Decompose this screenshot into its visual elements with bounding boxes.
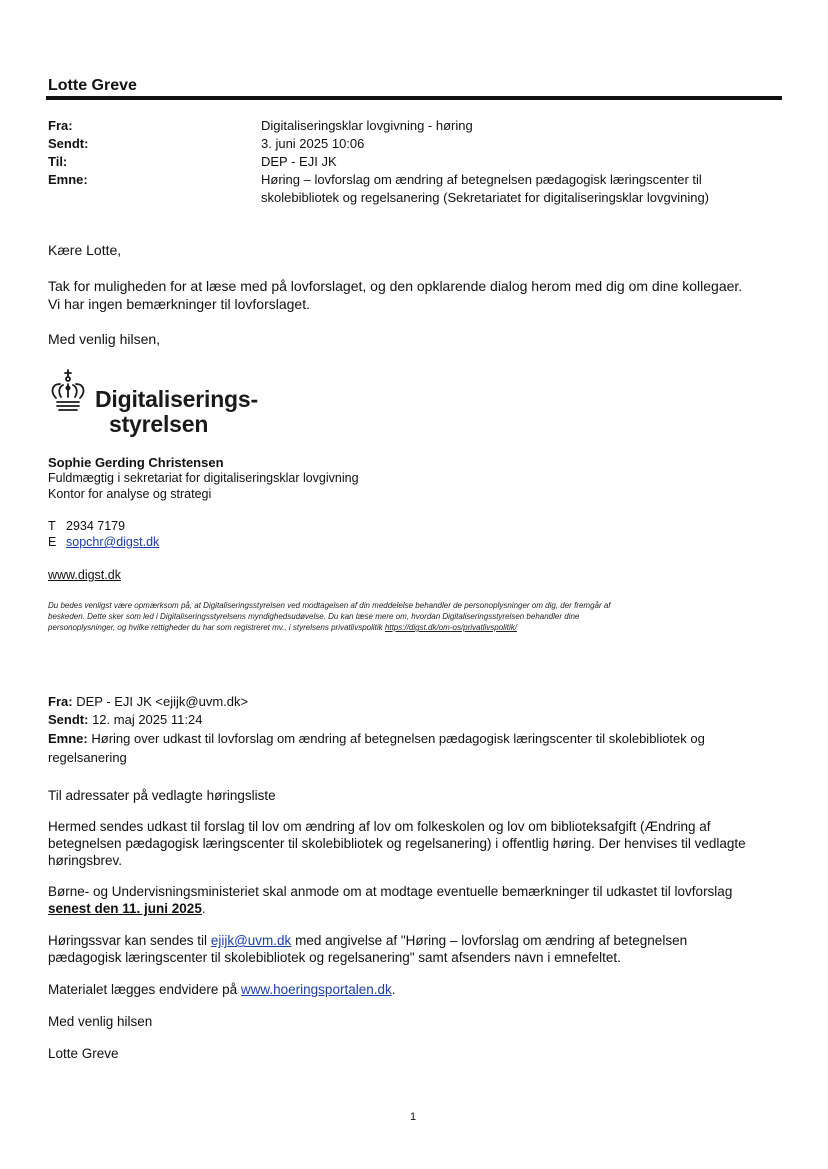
fwd-sender: Lotte Greve <box>48 1046 119 1061</box>
from-value: Digitaliseringsklar lovgivning - høring <box>261 118 473 133</box>
privacy-notice-line1: Du bedes venligst være opmærksom på, at Digitaliseringsstyrelsen ved modtagelsen af din meddelelse behandler de personoplysninger om dig, der fremgår af <box>48 601 611 610</box>
fwd-p3-suffix: med angivelse af "Høring – lovforslag om ændring af betegnelsen <box>295 933 688 948</box>
fwd-from-row <box>48 694 248 709</box>
privacy-policy-link[interactable]: https://digst.dk/om-os/privatlivspolitik/ <box>384 623 517 632</box>
sent-label: Sendt: <box>48 136 89 151</box>
crown-logo-icon <box>48 366 92 414</box>
header-divider <box>46 96 782 100</box>
fwd-p1-line2: betegnelsen pædagogisk læringscenter til skolebibliotek og regelsanering) i offentlig høring. Der henvises til vedlagte <box>48 836 746 851</box>
fwd-p4 <box>48 981 396 998</box>
reply-closing: Med venlig hilsen, <box>48 331 161 347</box>
website-link[interactable]: www.digst.dk <box>48 568 121 582</box>
subject-value-line2: skolebibliotek og regelsanering (Sekretariatet for digitaliseringsklar lovgvining) <box>261 190 710 205</box>
fwd-p1-line3: høringsbrev. <box>48 853 123 868</box>
reply-greeting: Kære Lotte, <box>48 242 122 258</box>
subject-value-line1: Høring – lovforslag om ændring af betegnelsen pædagogisk læringscenter til <box>261 172 702 187</box>
fwd-p3-line2: pædagogisk læringscenter til skolebibliotek og regelsanering" samt afsenders navn i emnefeltet. <box>48 950 621 965</box>
fwd-subject-line2: regelsanering <box>48 750 127 765</box>
fwd-subject-row <box>48 731 705 746</box>
fwd-subject-line1: Høring over udkast til lovforslag om ændring af betegnelsen pædagogisk læringscenter til skolebibliotek og <box>91 731 705 746</box>
fwd-p2-line1: Børne- og Undervisningsministeriet skal anmode om at modtage eventuelle bemærkninger til udkastet til lovforslag <box>48 884 733 899</box>
signature-office: Kontor for analyse og strategi <box>48 487 212 501</box>
to-label: Til: <box>48 154 68 169</box>
fwd-subject-label: Emne: <box>48 731 88 746</box>
privacy-notice-line2: beskeden. Dette sker som led i Digitaliseringsstyrelsens myndighedsudøvelse. Du kan læse mere om, hvordan Digitaliseringsstyrelsen behandler dine <box>48 612 580 621</box>
email-owner-name: Lotte Greve <box>48 77 137 94</box>
hoeringsportalen-link[interactable]: www.hoeringsportalen.dk <box>240 982 392 997</box>
reply-paragraph-line2: Vi har ingen bemærkninger til lovforslaget. <box>48 296 310 312</box>
fwd-p4-prefix: Materialet lægges endvidere på <box>48 982 238 997</box>
fwd-p3-prefix: Høringssvar kan sendes til <box>48 933 208 948</box>
deadline-period: . <box>201 901 206 916</box>
fwd-p2-line2 <box>48 900 206 917</box>
fwd-closing: Med venlig hilsen <box>48 1014 153 1029</box>
page-number: 1 <box>410 1111 417 1123</box>
deadline-text: senest den 11. juni 2025 <box>48 901 202 916</box>
fwd-addressees: Til adressater på vedlagte høringsliste <box>48 788 276 803</box>
sent-value: 3. juni 2025 10:06 <box>261 136 365 151</box>
logo-text-line2: styrelsen <box>109 411 209 437</box>
subject-label: Emne: <box>48 172 88 187</box>
privacy-notice-text: personoplysninger, og hvilke rettigheder du har som registreret mv., i styrelsens privatlivspolitik <box>48 623 383 632</box>
fwd-email-link[interactable]: ejijk@uvm.dk <box>210 933 292 948</box>
fwd-sent-label: Sendt: <box>48 712 89 727</box>
signature-phone: 2934 7179 <box>66 519 126 533</box>
to-value: DEP - EJI JK <box>261 154 337 169</box>
logo-text-line1: Digitaliserings- <box>95 386 258 412</box>
from-label: Fra: <box>48 118 73 133</box>
reply-paragraph-line1: Tak for muligheden for at læse med på lovforslaget, og den opklarende dialog herom med dig om dine kollegaer. <box>48 278 743 294</box>
privacy-notice-line3 <box>48 622 517 633</box>
fwd-from-value: DEP - EJI JK <ejijk@uvm.dk> <box>76 694 249 709</box>
fwd-p4-end: . <box>391 982 396 997</box>
fwd-sent-value: 12. maj 2025 11:24 <box>92 712 203 727</box>
fwd-p3-line1 <box>48 932 687 949</box>
fwd-from-label: Fra: <box>48 694 73 709</box>
fwd-sent-row <box>48 712 202 727</box>
signature-title: Fuldmægtig i sekretariat for digitaliseringsklar lovgivning <box>48 471 359 485</box>
fwd-p1-line1: Hermed sendes udkast til forslag til lov om ændring af lov om folkeskolen og lov om biblioteksafgift (Ændring af <box>48 819 711 834</box>
signature-name: Sophie Gerding Christensen <box>48 455 224 470</box>
phone-label: T <box>48 519 56 533</box>
signature-email-link[interactable]: sopchr@digst.dk <box>66 535 160 549</box>
email-label: E <box>48 535 57 549</box>
